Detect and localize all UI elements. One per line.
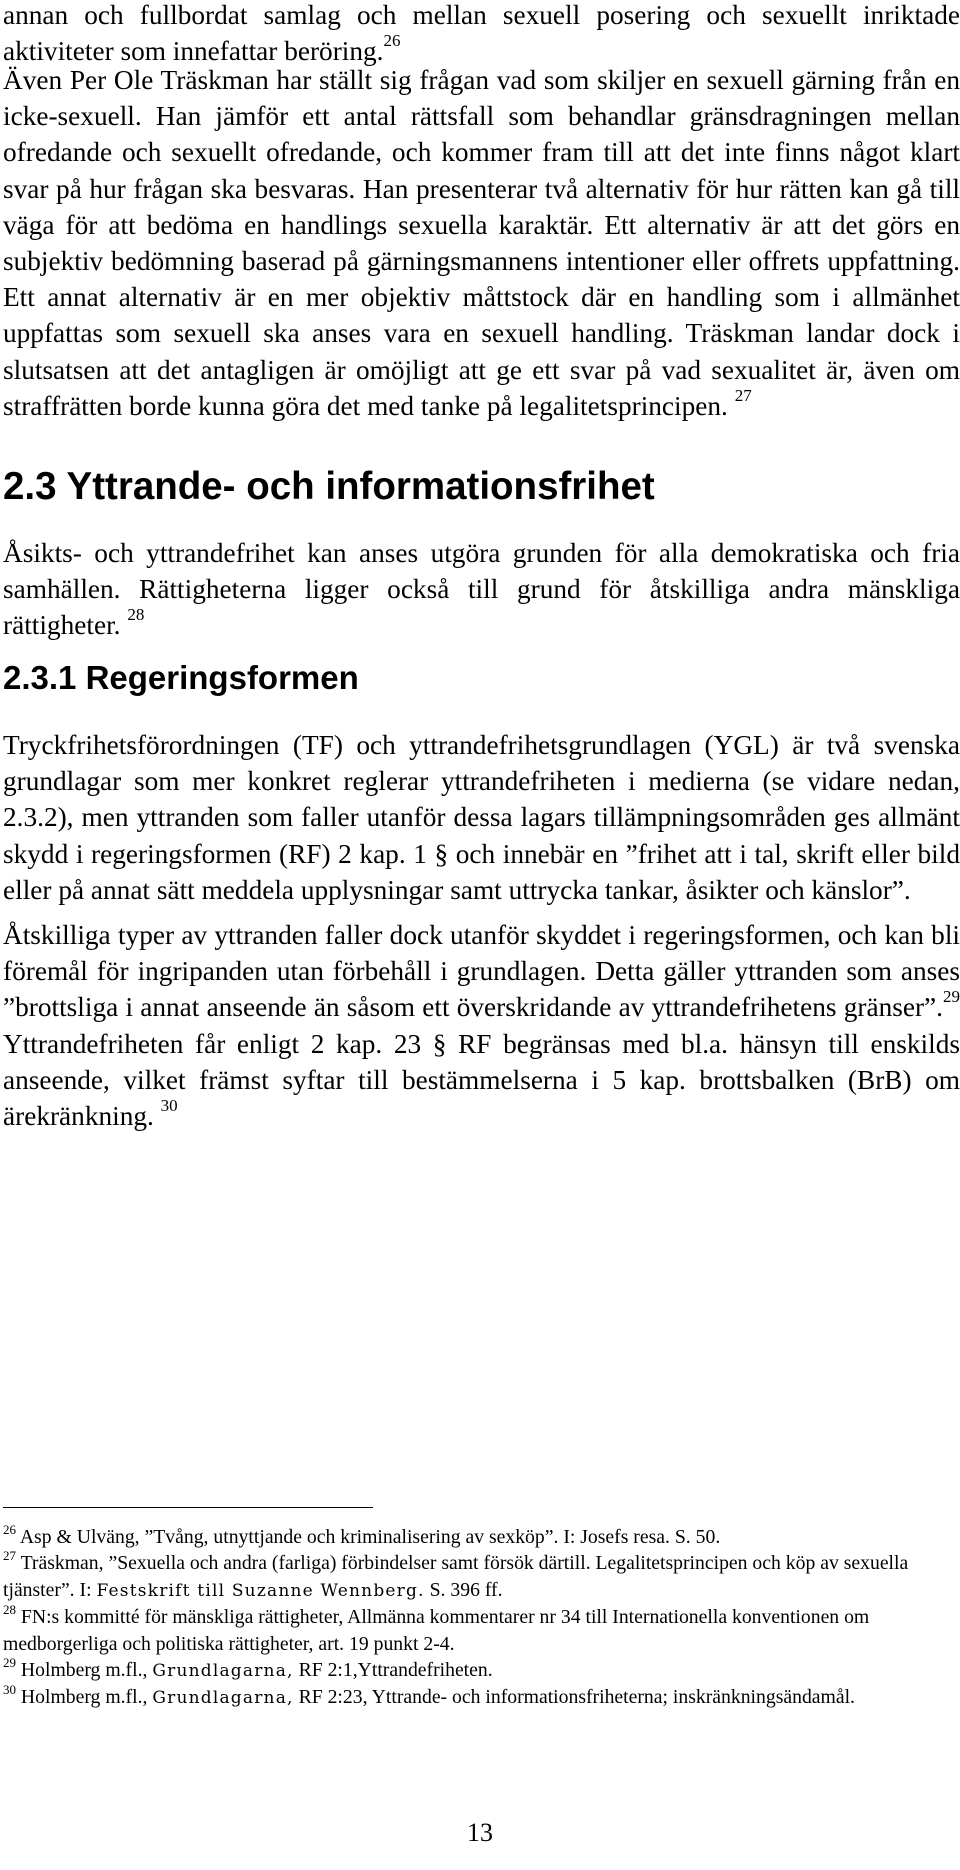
footnote-ref-28[interactable]: 28 — [127, 605, 145, 625]
footnote-book-title: Festskrift till Suzanne Wennberg. — [96, 1580, 425, 1601]
footnote-29 — [3, 1657, 958, 1684]
footnote-text-tail: S. 396 ff. — [424, 1578, 503, 1601]
section-heading-2-3-1: 2.3.1 Regeringsformen — [3, 659, 359, 696]
paragraph-2-text: Även Per Ole Träskman har ställt sig frågan vad som skiljer en sexuell gärning från en icke-sexuell. Han jämför ett antal rättsfall som behandlar gränsdragningen mellan ofredande och sexuellt ofredande, och kommer fram till att det inte finns något klart svar på hur frågan ska besvaras. Han presenterar två alternativ för hur rätten kan gå till väga för att bedöma en handlings sexuella karaktär. Ett alternativ är att det görs en subjektiv bedömning baserad på gärningsmannens intentioner eller offrets uppfattning. Ett annat alternativ är en mer objektiv måttstock där en handling som i allmänhet uppfattas som sexuell ska anses vara en sexuell handling. Träskman landar dock i slutsatsen att det antagligen är omöjligt att ge ett svar på vad sexualitet är, även om straffrätten borde kunna göra det med tanke på legalitetsprincipen. — [3, 65, 960, 421]
paragraph-1 — [3, 0, 960, 69]
footnote-number: 26 — [3, 1522, 16, 1537]
footnote-book-title: Grundlagarna, — [152, 1688, 294, 1709]
paragraph-3-text: Åsikts- och yttrandefrihet kan anses utgöra grunden för alla demokratiska och fria samhällen. Rättigheterna ligger också till grund för åtskilliga andra mänskliga rättigheter. — [3, 538, 960, 641]
footnote-ref-29[interactable]: 29 — [943, 987, 960, 1007]
footnote-26 — [3, 1524, 958, 1550]
footnote-27 — [3, 1550, 958, 1604]
footnote-28 — [3, 1604, 958, 1657]
paragraph-3 — [3, 535, 960, 644]
paragraph-2 — [3, 62, 960, 424]
paragraph-5-text-a: Åtskilliga typer av yttranden faller dock utanför skyddet i regeringsformen, och kan bli föremål för ingripanden utan förbehåll i grundlagen. Detta gäller yttranden som anses ”brottsliga i annat anseende än såsom ett överskridande av yttrandefrihetens gränser”. — [3, 920, 960, 1023]
footnote-ref-30[interactable]: 30 — [160, 1096, 178, 1116]
paragraph-5 — [3, 917, 960, 1134]
paragraph-4 — [3, 727, 960, 908]
footnote-text: Träskman, ”Sexuella och andra (farliga) förbindelser samt försök därtill. Legalitetsprincipen och köp av sexuella tjänster”. I: — [3, 1552, 909, 1601]
paragraph-1-text: annan och fullbordat samlag och mellan sexuell posering och sexuellt inriktade aktiviteter som innefattar beröring. — [3, 0, 960, 67]
footnote-ref-26[interactable]: 26 — [383, 31, 401, 51]
footnote-text: Holmberg m.fl., — [20, 1686, 153, 1709]
footnote-book-title: Grundlagarna, — [152, 1661, 294, 1682]
paragraph-4-text: Tryckfrihetsförordningen (TF) och yttrandefrihetsgrundlagen (YGL) är två svenska grundlagar som mer konkret reglerar yttrandefriheten i medierna (se vidare nedan, 2.3.2), men yttranden som faller utanför dessa lagars tillämpningsområden ges allmänt skydd i regeringsformen (RF) 2 kap. 1 § och innebär en ”frihet att i tal, skrift eller bild eller på annat sätt meddela upplysningar samt uttrycka tankar, åsikter och känslor”. — [3, 730, 960, 905]
section-heading-2-3: 2.3 Yttrande- och informationsfrihet — [3, 465, 655, 508]
footnote-text-tail: RF 2:23, Yttrande- och informationsfriheterna; inskränkningsändamål. — [293, 1686, 855, 1709]
footnote-text-tail: RF 2:1,Yttrandefriheten. — [293, 1659, 493, 1682]
footnote-ref-27[interactable]: 27 — [734, 385, 752, 405]
paragraph-5-text-b: Yttrandefriheten får enligt 2 kap. 23 § RF begränsas med bl.a. hänsyn till enskilds anseende, vilket främst syftar till bestämmelserna i 5 kap. brottsbalken (BrB) om ärekränkning. — [3, 1028, 960, 1132]
footnote-30 — [3, 1684, 958, 1711]
footnote-text: Asp & Ulväng, ”Tvång, utnyttjande och kriminalisering av sexköp”. I: Josefs resa. S. 50. — [19, 1526, 721, 1548]
footnote-text: FN:s kommitté för mänskliga rättigheter, Allmänna kommentarer nr 34 till Internationella konventionen om medborgerliga och politiska rättigheter, art. 19 punkt 2-4. — [3, 1606, 870, 1655]
page-number: 13 — [467, 1818, 493, 1847]
footnote-separator — [3, 1507, 373, 1508]
footnote-number: 28 — [3, 1602, 16, 1618]
footnotes — [3, 1524, 958, 1712]
footnote-number: 27 — [3, 1548, 16, 1564]
footnote-text: Holmberg m.fl., — [20, 1659, 153, 1682]
footnote-number: 29 — [3, 1655, 16, 1671]
footnote-number: 30 — [3, 1682, 16, 1698]
